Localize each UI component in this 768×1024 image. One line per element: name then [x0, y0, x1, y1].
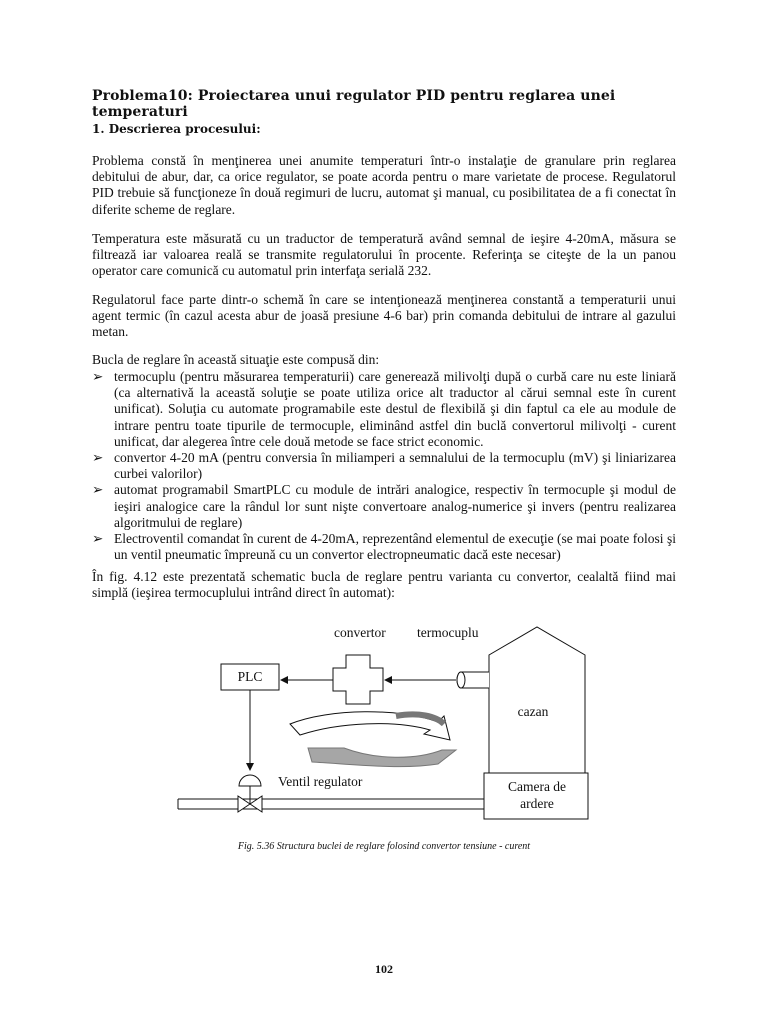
paragraph-2: Temperatura este măsurată cu un traductor de temperatură având semnal de ieşire 4-20mA, măsura se filtrează iar valoarea reală se transmite regulatorului în procente. Referinţa se citeşte de la un panou operator care comunică cu automatul prin interfaţa serială 232. — [92, 231, 676, 279]
paragraph-3: Regulatorul face parte dintr-o schemă în care se intenţionează menţinerea constantă a temperaturii unui agent termic (în cazul acesta abur de joasă presiune 4-6 bar) prin comanda debitului de intrare al gazului metan. — [92, 292, 676, 340]
ventil-label: Ventil regulator — [278, 774, 363, 789]
valve-actuator — [239, 775, 261, 786]
termocuplu-label: termocuplu — [417, 625, 479, 640]
cazan-label: cazan — [517, 704, 549, 719]
list-item — [92, 369, 676, 450]
page-number: 102 — [375, 962, 393, 976]
list-item — [92, 531, 676, 563]
bullet-arrow-icon: ➢ — [92, 369, 104, 384]
camera-label-line2: ardere — [520, 796, 554, 811]
plc-label: PLC — [237, 669, 263, 684]
paragraph-1: Problema constă în menţinerea unei anumite temperaturi într-o instalaţie de granulare prin reglarea debitului de abur, dar, ca orice regulator, se poate acorda pentru o mare varietate de procese. Regulatorul PID trebuie să funcţioneze în două regimuri de lucru, automat şi manual, cu posibilitatea de a fi conectat în diferite scheme de reglare. — [92, 153, 676, 217]
bullet-arrow-icon: ➢ — [92, 482, 104, 498]
section-heading: 1. Descrierea procesului: — [92, 122, 261, 136]
paragraph-5: În fig. 4.12 este prezentată schematic bucla de reglare pentru varianta cu convertor, cealaltă fiind mai simplă (ieşirea termocuplului intrând direct în automat): — [92, 569, 676, 601]
bullet-arrow-icon: ➢ — [92, 450, 104, 466]
cazan-vessel — [489, 627, 585, 773]
flow-arrow-lower-icon — [308, 748, 456, 767]
list-item-text: termocuplu (pentru măsurarea temperaturii) care generează milivolţi după o curbă care nu este liniară (ca alternativă la această soluţie se poate utiliza orice alt traductor al cărui semnal este în curent unificat). Soluţia cu automate programabile este destul de flexibilă şi din faptul ca ele au module de intrare pentru toate tipurile de termocuple, eliminând astfel din buclă convertorul milivolţi - curent unificat, dar alegerea între cele două metode se face strict economic. — [114, 369, 676, 449]
convertor-symbol — [333, 655, 383, 704]
list-item — [92, 482, 676, 531]
convertor-label: convertor — [334, 625, 386, 640]
component-list — [92, 369, 676, 563]
control-loop-diagram — [0, 610, 768, 850]
bullet-arrow-icon: ➢ — [92, 531, 104, 547]
paragraph-4: Bucla de reglare în această situaţie este compusă din: — [92, 352, 380, 367]
list-item-text: automat programabil SmartPLC cu module de intrări analogice, respectiv în termocuple şi modul de ieşiri analogice care la rândul lor sunt nişte convertoare analog-numerice şi invers (pentru realizarea algoritmului de reglare) — [114, 482, 676, 530]
page-title: Problema10: Proiectarea unui regulator PID pentru reglarea unei temperaturi — [92, 88, 616, 120]
list-item — [92, 450, 676, 482]
camera-label-line1: Camera de — [507, 779, 567, 794]
list-item-text: Electroventil comandat în curent de 4-20mA, reprezentând elementul de execuţie (se mai poate folosi şi un ventil pneumatic împreună cu un convertor electropneumatic dacă este necesar) — [114, 531, 676, 563]
figure-caption: Fig. 5.36 Structura buclei de reglare folosind convertor tensiune - curent — [237, 841, 531, 852]
list-item-text: convertor 4-20 mA (pentru conversia în miliamperi a semnalului de la termocuplu (mV) şi liniarizarea curbei valorilor) — [114, 450, 676, 482]
